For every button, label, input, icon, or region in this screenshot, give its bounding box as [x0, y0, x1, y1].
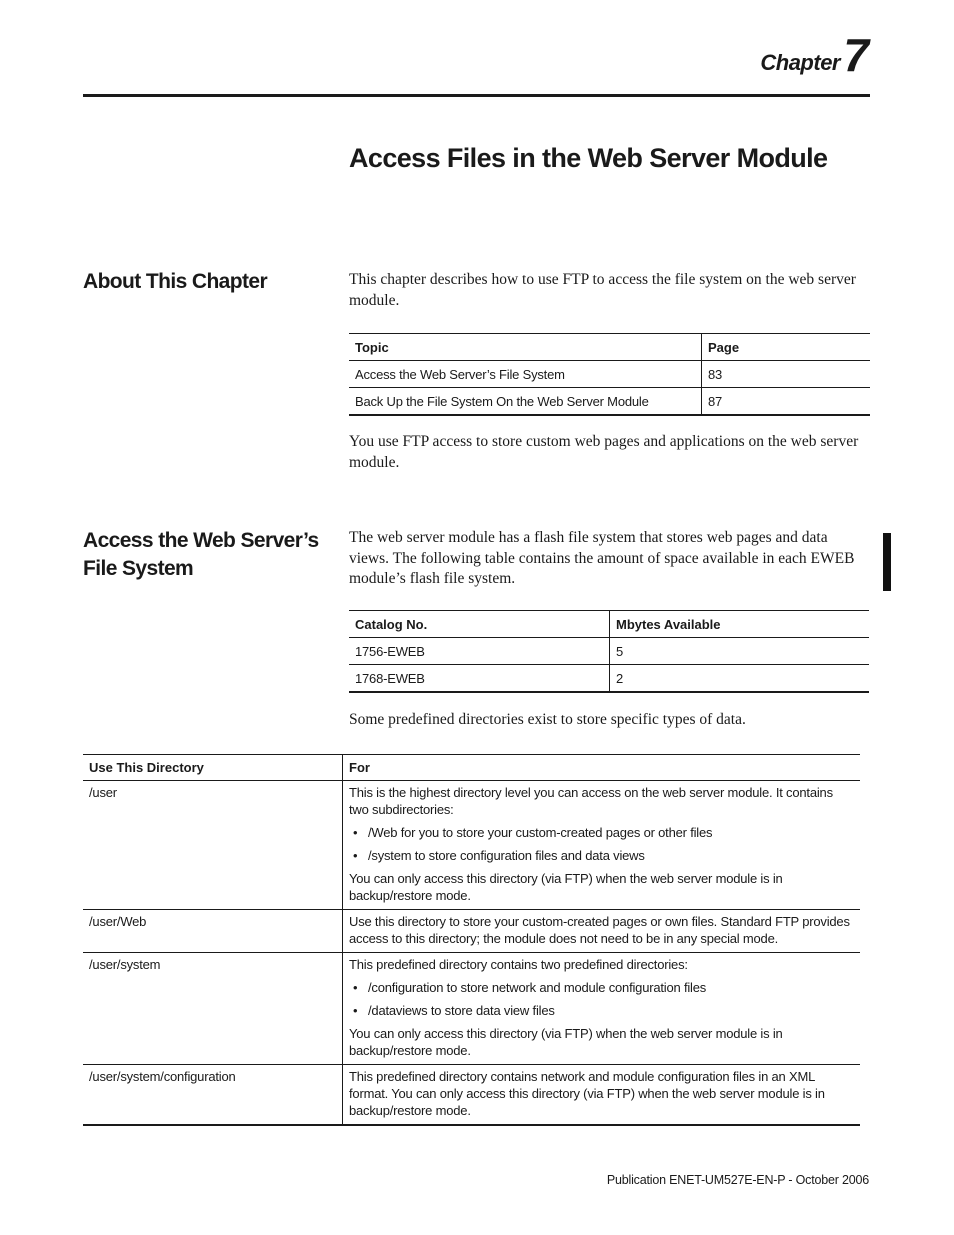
directory-cell: /user — [83, 781, 343, 910]
directories-intro-paragraph: Some predefined directories exist to store specific types of data. — [349, 711, 746, 728]
description-text: This predefined directory contains network and module configuration files in an XML format. You can only access this directory (via FTP) when the web server module is in backup/restore mode. — [349, 1069, 825, 1118]
description-cell — [343, 781, 861, 910]
table-row — [83, 953, 860, 1065]
directory-cell: /user/Web — [83, 910, 343, 953]
chapter-number: 7 — [843, 29, 869, 81]
table-header-cell: Mbytes Available — [610, 611, 870, 638]
table-header-cell: Page — [702, 334, 871, 361]
mbytes-cell: 5 — [610, 638, 870, 665]
bullet-item: • /dataviews to store data view files — [349, 1002, 854, 1019]
description-note: You can only access this directory (via FTP) when the web server module is in backup/restore mode. — [349, 871, 783, 903]
bullet-item: • /Web for you to store your custom-created pages or other files — [349, 824, 854, 841]
table-row — [349, 665, 869, 693]
mbytes-cell: 2 — [610, 665, 870, 693]
file-system-intro-paragraph: The web server module has a flash file system that stores web pages and data views. The following table contains the amount of space available in each EWEB module’s flash file system. — [349, 529, 855, 587]
directory-cell: /user/system — [83, 953, 343, 1065]
description-cell — [343, 1065, 861, 1126]
description-text: Use this directory to store your custom-created pages or own files. Standard FTP provides access to this directory; the module does not need to be in any special mode. — [349, 914, 850, 946]
table-row — [83, 781, 860, 910]
table-header-cell: Use This Directory — [83, 755, 343, 781]
publication-footer: Publication ENET-UM527E-EN-P - October 2006 — [606, 1173, 869, 1187]
table-header-cell: Topic — [349, 334, 702, 361]
chapter-thumb-tab — [883, 533, 891, 591]
topic-cell: Access the Web Server’s File System — [349, 361, 702, 388]
directory-cell: /user/system/configuration — [83, 1065, 343, 1126]
catalog-table — [349, 610, 869, 693]
topics-table — [349, 333, 870, 416]
chapter-label: Chapter — [760, 50, 840, 75]
heading-line: Access the Web Server’s — [83, 529, 319, 552]
about-intro-paragraph: This chapter describes how to use FTP to access the file system on the web server module. — [349, 271, 856, 309]
table-row — [349, 638, 869, 665]
ftp-usage-paragraph: You use FTP access to store custom web pages and applications on the web server module. — [349, 433, 859, 471]
description-cell — [343, 953, 861, 1065]
table-header-cell: Catalog No. — [349, 611, 610, 638]
description-cell — [343, 910, 861, 953]
catalog-cell: 1768-EWEB — [349, 665, 610, 693]
description-text: This predefined directory contains two predefined directories: — [349, 957, 688, 972]
description-note: You can only access this directory (via FTP) when the web server module is in backup/restore mode. — [349, 1026, 783, 1058]
bullet-item: • /system to store configuration files and data views — [349, 847, 854, 864]
table-header-row — [83, 755, 860, 781]
catalog-cell: 1756-EWEB — [349, 638, 610, 665]
topic-cell: Back Up the File System On the Web Server Module — [349, 388, 702, 416]
bullet-item: • /configuration to store network and module configuration files — [349, 979, 854, 996]
section-heading-file-system — [83, 527, 333, 583]
page-cell: 87 — [702, 388, 871, 416]
header-rule — [83, 94, 870, 97]
table-header-cell: For — [343, 755, 861, 781]
directory-table — [83, 754, 860, 1126]
section-heading-about: About This Chapter — [83, 270, 268, 293]
page-title: Access Files in the Web Server Module — [349, 143, 828, 173]
table-header-row — [349, 334, 870, 361]
page-cell: 83 — [702, 361, 871, 388]
description-text: This is the highest directory level you can access on the web server module. It contains two subdirectories: — [349, 785, 833, 817]
table-header-row — [349, 611, 869, 638]
table-row — [349, 388, 870, 416]
bullet-list — [349, 979, 854, 1019]
heading-line: File System — [83, 557, 194, 580]
table-row — [349, 361, 870, 388]
table-row — [83, 910, 860, 953]
bullet-list — [349, 824, 854, 864]
table-row — [83, 1065, 860, 1126]
